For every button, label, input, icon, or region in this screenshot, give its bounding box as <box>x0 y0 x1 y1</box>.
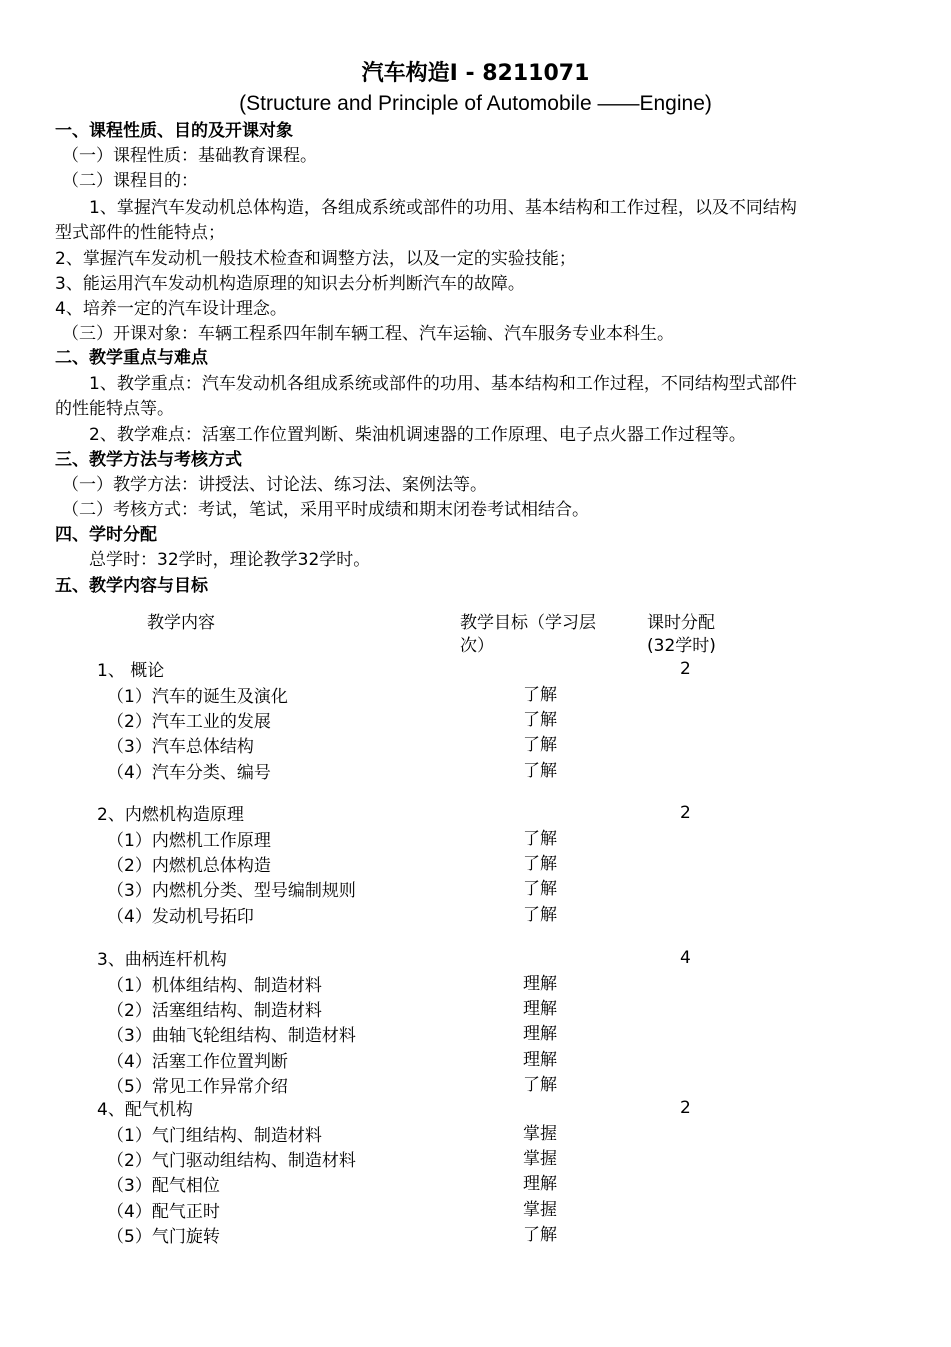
column-header-target-line-1: 教学目标（学习层 <box>460 613 596 633</box>
topic-item: （2）活塞组结构、制造材料 <box>107 1001 322 1021</box>
topic-item-level: 了解 <box>523 710 557 730</box>
topic-item: （4）配气正时 <box>107 1202 220 1222</box>
topic-item-level: 理解 <box>523 1024 557 1044</box>
topic-title: 4、配气机构 <box>97 1100 193 1120</box>
topic-item-level: 掌握 <box>523 1200 557 1220</box>
topic-hours: 2 <box>680 1098 691 1118</box>
course-audience: （三）开课对象：车辆工程系四年制车辆工程、汽车运输、汽车服务专业本科生。 <box>62 324 674 344</box>
topic-item: （1）汽车的诞生及演化 <box>107 687 288 707</box>
topic-item-level: 了解 <box>523 829 557 849</box>
column-header-hours-line-2: (32学时) <box>647 636 716 656</box>
purpose-item-1-line-1: 1、掌握汽车发动机总体构造，各组成系统或部件的功用、基本结构和工作过程，以及不同结构 <box>89 198 797 218</box>
topic-title: 1、 概论 <box>97 661 165 681</box>
topic-item-level: 了解 <box>523 854 557 874</box>
topic-item-level: 理解 <box>523 999 557 1019</box>
topic-title: 3、曲柄连杆机构 <box>97 950 227 970</box>
topic-item: （1）内燃机工作原理 <box>107 831 271 851</box>
topic-item-level: 掌握 <box>523 1124 557 1144</box>
topic-item-level: 理解 <box>523 1050 557 1070</box>
topic-item: （1）气门组结构、制造材料 <box>107 1126 322 1146</box>
course-subtitle: (Structure and Principle of Automobile ——Engine) <box>239 92 712 115</box>
topic-item: （3）汽车总体结构 <box>107 737 254 757</box>
section-heading-4: 四、学时分配 <box>55 525 157 545</box>
topic-item-level: 了解 <box>523 735 557 755</box>
topic-title: 2、内燃机构造原理 <box>97 805 244 825</box>
purpose-item-3: 3、能运用汽车发动机构造原理的知识去分析判断汽车的故障。 <box>55 274 525 294</box>
topic-item-level: 理解 <box>523 974 557 994</box>
topic-item-level: 理解 <box>523 1174 557 1194</box>
course-title: 汽车构造I - 8211071 <box>361 61 590 86</box>
topic-item: （1）机体组结构、制造材料 <box>107 976 322 996</box>
topic-item-level: 了解 <box>523 761 557 781</box>
topic-item: （2）气门驱动组结构、制造材料 <box>107 1151 356 1171</box>
course-purpose-label: （二）课程目的： <box>62 171 198 191</box>
topic-item: （2）内燃机总体构造 <box>107 856 271 876</box>
key-points-line-1: 1、教学重点：汽车发动机各组成系统或部件的功用、基本结构和工作过程，不同结构型式部件 <box>89 374 797 394</box>
purpose-item-2: 2、掌握汽车发动机一般技术检查和调整方法，以及一定的实验技能； <box>55 249 576 269</box>
section-heading-3: 三、教学方法与考核方式 <box>55 450 242 470</box>
topic-item: （4）发动机号拓印 <box>107 907 254 927</box>
topic-hours: 4 <box>680 948 691 968</box>
topic-item: （4）汽车分类、编号 <box>107 763 271 783</box>
topic-item-level: 了解 <box>523 1075 557 1095</box>
topic-item: （5）常见工作异常介绍 <box>107 1077 288 1097</box>
assessment-method: （二）考核方式：考试，笔试，采用平时成绩和期末闭卷考试相结合。 <box>62 500 589 520</box>
topic-item: （2）汽车工业的发展 <box>107 712 271 732</box>
purpose-item-1-line-2: 型式部件的性能特点； <box>55 223 225 243</box>
column-header-hours-line-1: 课时分配 <box>647 613 715 633</box>
section-heading-2: 二、教学重点与难点 <box>55 348 208 368</box>
difficult-points: 2、教学难点：活塞工作位置判断、柴油机调速器的工作原理、电子点火器工作过程等。 <box>89 425 746 445</box>
topic-item: （3）配气相位 <box>107 1176 220 1196</box>
column-header-content: 教学内容 <box>147 613 215 633</box>
topic-item-level: 了解 <box>523 905 557 925</box>
topic-item: （3）曲轴飞轮组结构、制造材料 <box>107 1026 356 1046</box>
topic-item-level: 了解 <box>523 1225 557 1245</box>
topic-item: （3）内燃机分类、型号编制规则 <box>107 881 356 901</box>
topic-item: （5）气门旋转 <box>107 1227 220 1247</box>
column-header-target-line-2: 次） <box>460 636 494 656</box>
topic-hours: 2 <box>680 659 691 679</box>
purpose-item-4: 4、培养一定的汽车设计理念。 <box>55 299 287 319</box>
topic-item-level: 了解 <box>523 685 557 705</box>
topic-hours: 2 <box>680 803 691 823</box>
course-nature: （一）课程性质：基础教育课程。 <box>62 146 317 166</box>
teaching-methods: （一）教学方法：讲授法、讨论法、练习法、案例法等。 <box>62 475 487 495</box>
topic-item: （4）活塞工作位置判断 <box>107 1052 288 1072</box>
topic-item-level: 掌握 <box>523 1149 557 1169</box>
section-heading-1: 一、课程性质、目的及开课对象 <box>55 121 293 141</box>
topic-item-level: 了解 <box>523 879 557 899</box>
section-heading-5: 五、教学内容与目标 <box>55 576 208 596</box>
key-points-line-2: 的性能特点等。 <box>55 399 174 419</box>
total-hours: 总学时：32学时，理论教学32学时。 <box>89 550 371 570</box>
